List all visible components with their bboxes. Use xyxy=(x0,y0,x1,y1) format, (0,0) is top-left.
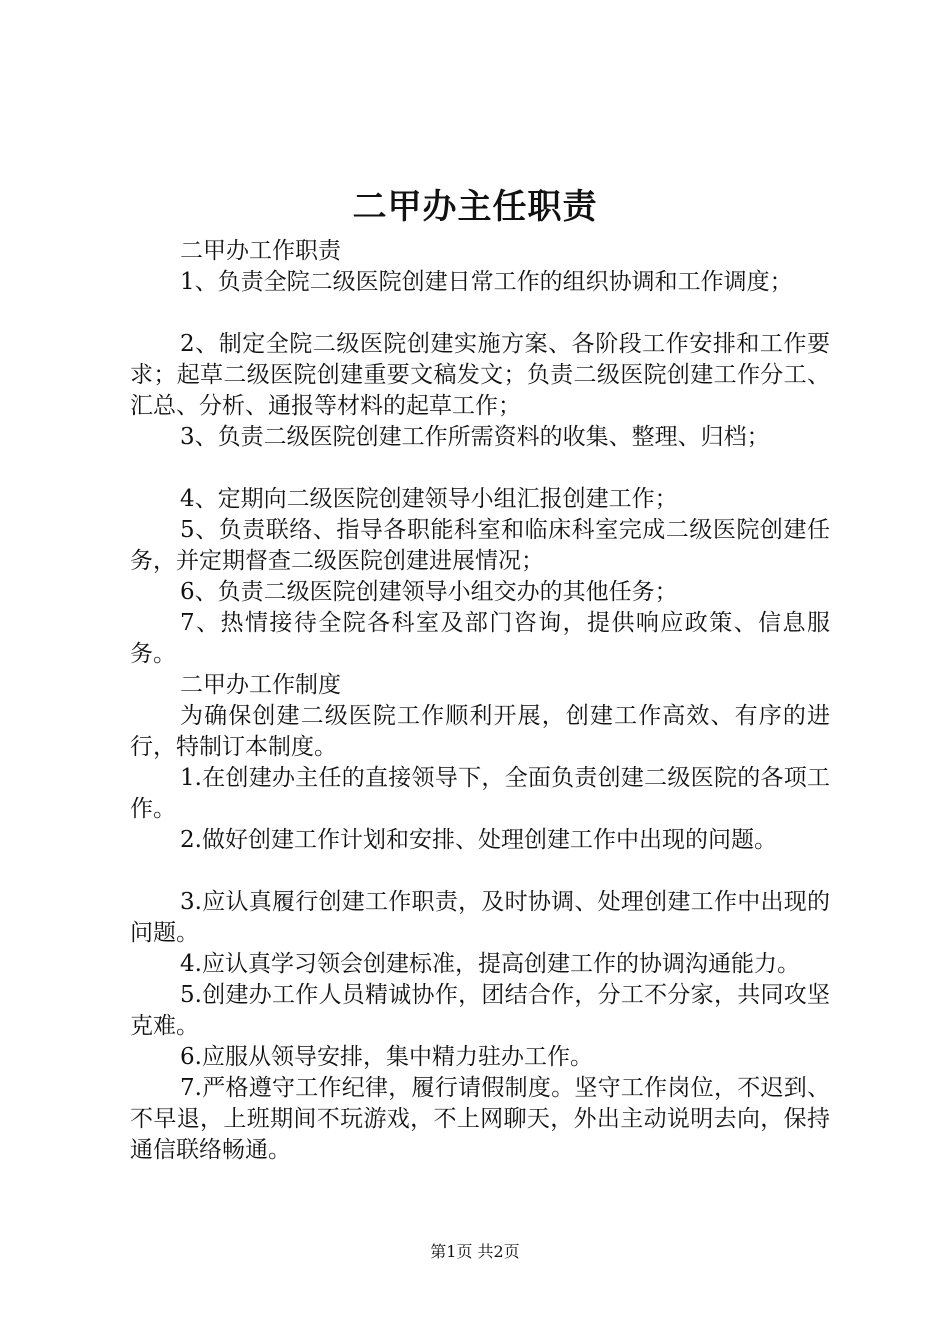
paragraph-rule-4: 4.应认真学习领会创建标准，提高创建工作的协调沟通能力。 xyxy=(180,951,800,977)
paragraph-duty-6: 6、负责二级医院创建领导小组交办的其他任务； xyxy=(180,579,678,605)
paragraph-duty-3: 3、负责二级医院创建工作所需资料的收集、整理、归档； xyxy=(180,424,770,450)
paragraph-duty-2: 2、制定全院二级医院创建实施方案、各阶段工作安排和工作要求；起草二级医院创建重要文稿发文；负责二级医院创建工作分工、汇总、分析、通报等材料的起草工作； xyxy=(130,331,830,419)
section-heading-duties: 二甲办工作职责 xyxy=(180,238,341,264)
section-heading-rules: 二甲办工作制度 xyxy=(180,672,341,698)
document-body xyxy=(130,236,830,1166)
paragraph-duty-1: 1、负责全院二级医院创建日常工作的组织协调和工作调度； xyxy=(180,269,793,295)
paragraph-rules-intro: 为确保创建二级医院工作顺利开展，创建工作高效、有序的进行，特制订本制度。 xyxy=(130,703,830,760)
paragraph-rule-2: 2.做好创建工作计划和安排、处理创建工作中出现的问题。 xyxy=(180,827,777,853)
paragraph-duty-5: 5、负责联络、指导各职能科室和临床科室完成二级医院创建任务，并定期督查二级医院创建进展情况； xyxy=(130,517,830,574)
paragraph-rule-3: 3.应认真履行创建工作职责，及时协调、处理创建工作中出现的问题。 xyxy=(130,889,830,946)
paragraph-rule-6: 6.应服从领导安排，集中精力驻办工作。 xyxy=(180,1044,593,1070)
page-footer: 第1页 共2页 xyxy=(430,1242,520,1261)
paragraph-duty-4: 4、定期向二级医院创建领导小组汇报创建工作； xyxy=(180,486,678,512)
paragraph-rule-5: 5.创建办工作人员精诚协作，团结合作，分工不分家，共同攻坚克难。 xyxy=(130,982,830,1039)
paragraph-duty-7: 7、热情接待全院各科室及部门咨询，提供响应政策、信息服务。 xyxy=(130,610,830,667)
paragraph-rule-7: 7.严格遵守工作纪律，履行请假制度。坚守工作岗位，不迟到、不早退，上班期间不玩游戏，不上网聊天，外出主动说明去向，保持通信联络畅通。 xyxy=(130,1075,830,1163)
document-title: 二甲办主任职责 xyxy=(352,187,598,227)
paragraph-rule-1: 1.在创建办主任的直接领导下，全面负责创建二级医院的各项工作。 xyxy=(130,765,830,822)
